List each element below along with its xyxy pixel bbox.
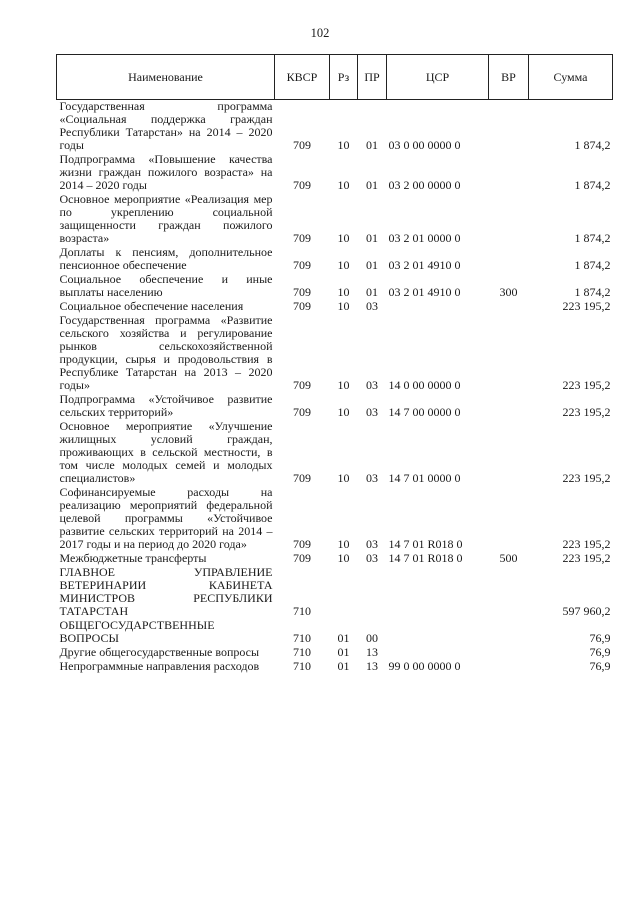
row-sum: 1 874,2 [574, 258, 611, 272]
row-name: Доплаты к пенсиям, дополнительное пенсионное обеспечение [59, 245, 273, 272]
row-name: ГЛАВНОЕ УПРАВЛЕНИЕ ВЕТЕРИНАРИИ КАБИНЕТА МИНИСТРОВ РЕСПУБЛИКИ ТАТАРСТАН [59, 565, 273, 618]
row-vr [489, 646, 529, 660]
row-name: Софинансируемые расходы на реализацию мероприятий федеральной целевой программы «Устойчивое развитие сельских территорий на 2014 – 2017 годы и на период до 2020 года» [59, 485, 273, 551]
row-pr: 03 [366, 537, 378, 551]
table-header [57, 55, 613, 100]
row-csr: 14 7 01 R018 0 [388, 551, 463, 565]
row-pr: 01 [366, 258, 378, 272]
row-pr: 01 [366, 285, 378, 299]
row-vr [489, 246, 529, 273]
row-sum: 223 195,2 [562, 299, 611, 313]
row-name: Социальное обеспечение и иные выплаты населению [59, 272, 273, 299]
row-rz: 10 [337, 551, 350, 565]
row-vr [489, 420, 529, 486]
row-rz [330, 566, 358, 619]
row-csr [387, 300, 489, 314]
row-sum: 76,9 [589, 659, 611, 673]
table-row [57, 566, 613, 619]
row-kvsr: 709 [293, 537, 311, 551]
row-name: Государственная программа «Социальная поддержка граждан Республики Татарстан» на 2014 – 2020 годы [59, 99, 273, 152]
row-rz: 10 [337, 231, 350, 245]
row-csr: 03 2 00 0000 0 [388, 178, 461, 192]
row-csr [387, 646, 489, 660]
table-row [57, 552, 613, 566]
row-sum: 1 874,2 [574, 285, 611, 299]
row-sum: 223 195,2 [562, 405, 611, 419]
row-vr [489, 486, 529, 552]
row-sum: 1 874,2 [574, 231, 611, 245]
row-csr [387, 619, 489, 646]
row-pr: 03 [366, 551, 378, 565]
row-sum: 76,9 [589, 631, 611, 645]
table-row [57, 393, 613, 420]
table-body [57, 100, 613, 675]
header-pr: ПР [358, 55, 387, 100]
row-pr: 01 [366, 231, 378, 245]
row-pr: 00 [366, 631, 378, 645]
row-kvsr: 709 [293, 285, 311, 299]
row-name: Основное мероприятие «Реализация мер по укреплению социальной защищенности граждан пожилого возраста» [59, 192, 273, 245]
row-name: Непрограммные направления расходов [59, 659, 260, 673]
row-sum: 223 195,2 [562, 537, 611, 551]
row-vr: 500 [499, 551, 518, 565]
row-kvsr: 709 [293, 378, 311, 392]
table-row [57, 300, 613, 314]
row-name: Государственная программа «Развитие сельского хозяйства и регулирование рынков сельскохозяйственной продукции, сырья и продовольствия в Республике Татарстан на 2013 – 2020 годы» [59, 313, 273, 392]
row-vr [489, 393, 529, 420]
table-row [57, 193, 613, 246]
row-rz: 10 [337, 537, 350, 551]
row-kvsr: 709 [293, 231, 311, 245]
row-kvsr: 709 [293, 299, 311, 313]
table-row [57, 246, 613, 273]
row-name: Другие общегосударственные вопросы [59, 645, 260, 659]
table-row [57, 100, 613, 154]
table-row [57, 314, 613, 393]
header-kvsr: КВСР [275, 55, 330, 100]
row-kvsr: 710 [293, 645, 311, 659]
row-sum: 223 195,2 [562, 551, 611, 565]
row-name: Межбюджетные трансферты [59, 551, 207, 565]
row-name: Подпрограмма «Устойчивое развитие сельских территорий» [59, 392, 273, 419]
row-kvsr: 710 [293, 604, 311, 618]
row-csr: 03 0 00 0000 0 [388, 138, 461, 152]
row-vr: 300 [499, 285, 518, 299]
row-csr: 99 0 00 0000 0 [388, 659, 461, 673]
row-kvsr: 709 [293, 551, 311, 565]
row-rz: 10 [337, 138, 350, 152]
row-vr [489, 619, 529, 646]
row-pr: 13 [366, 645, 378, 659]
row-csr: 14 0 00 0000 0 [388, 378, 461, 392]
row-pr: 03 [366, 299, 378, 313]
row-pr: 03 [366, 405, 378, 419]
header-rz: Рз [330, 55, 358, 100]
row-sum: 597 960,2 [562, 604, 611, 618]
table-row [57, 619, 613, 646]
row-sum: 223 195,2 [562, 471, 611, 485]
row-rz: 10 [337, 299, 350, 313]
row-name: Основное мероприятие «Улучшение жилищных условий граждан, проживающих в сельской местности, в том числе молодых семей и молодых специалистов» [59, 419, 273, 485]
row-sum: 76,9 [589, 645, 611, 659]
row-rz: 10 [337, 258, 350, 272]
header-vr: ВР [489, 55, 529, 100]
row-kvsr: 710 [293, 659, 311, 673]
row-vr [489, 100, 529, 154]
row-pr: 03 [366, 471, 378, 485]
budget-table [56, 54, 613, 674]
row-pr [358, 566, 387, 619]
row-vr [489, 314, 529, 393]
row-rz: 10 [337, 471, 350, 485]
header-sum: Сумма [529, 55, 613, 100]
row-sum: 223 195,2 [562, 378, 611, 392]
row-csr: 14 7 01 0000 0 [388, 471, 461, 485]
row-kvsr: 709 [293, 258, 311, 272]
row-pr: 01 [366, 138, 378, 152]
row-rz: 10 [337, 178, 350, 192]
row-rz: 01 [337, 645, 350, 659]
row-name: ОБЩЕГОСУДАРСТВЕННЫЕ ВОПРОСЫ [59, 618, 215, 645]
row-name: Социальное обеспечение населения [59, 299, 244, 313]
row-vr [489, 300, 529, 314]
table-row [57, 273, 613, 300]
table-row [57, 153, 613, 193]
row-csr: 03 2 01 0000 0 [388, 231, 461, 245]
row-rz: 10 [337, 405, 350, 419]
row-rz: 01 [337, 631, 350, 645]
row-pr: 01 [366, 178, 378, 192]
table-row [57, 486, 613, 552]
row-rz: 10 [337, 285, 350, 299]
table-row [57, 420, 613, 486]
header-name: Наименование [57, 55, 275, 100]
row-vr [489, 660, 529, 674]
row-csr: 03 2 01 4910 0 [388, 285, 461, 299]
row-kvsr: 709 [293, 178, 311, 192]
row-rz: 01 [337, 659, 350, 673]
row-name: Подпрограмма «Повышение качества жизни граждан пожилого возраста» на 2014 – 2020 годы [59, 152, 273, 192]
row-rz: 10 [337, 378, 350, 392]
row-pr: 03 [366, 378, 378, 392]
row-csr: 03 2 01 4910 0 [388, 258, 461, 272]
row-csr [387, 566, 489, 619]
row-pr: 13 [366, 659, 378, 673]
row-vr [489, 153, 529, 193]
page-number: 102 [310, 26, 330, 40]
row-sum: 1 874,2 [574, 178, 611, 192]
row-csr: 14 7 01 R018 0 [388, 537, 463, 551]
row-kvsr: 709 [293, 138, 311, 152]
row-vr [489, 193, 529, 246]
row-csr: 14 7 00 0000 0 [388, 405, 461, 419]
table-row [57, 646, 613, 660]
header-csr: ЦСР [387, 55, 489, 100]
row-kvsr: 710 [293, 631, 311, 645]
table-row [57, 660, 613, 674]
row-kvsr: 709 [293, 405, 311, 419]
row-vr [489, 566, 529, 619]
row-kvsr: 709 [293, 471, 311, 485]
row-sum: 1 874,2 [574, 138, 611, 152]
